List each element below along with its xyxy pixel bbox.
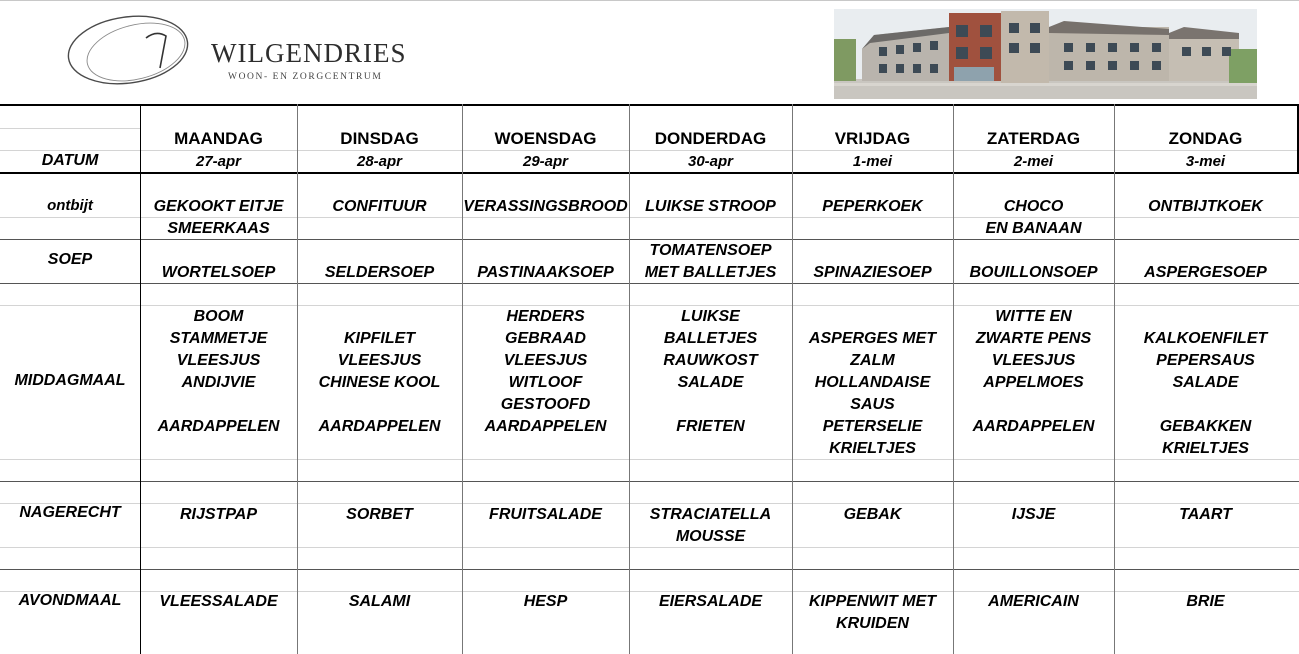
menu-item: SPINAZIESOEP — [813, 264, 932, 281]
menu-item: WORTELSOEP — [161, 264, 276, 281]
table-top-border — [0, 104, 1299, 106]
menu-item: SALADE — [677, 374, 744, 391]
day-name: ZONDAG — [1168, 129, 1243, 148]
menu-item: RAUWKOST — [663, 352, 758, 369]
meal-label-ontbijt: ontbijt — [47, 197, 93, 214]
meal-label-nagerecht: NAGERECHT — [19, 504, 121, 521]
gridline — [0, 459, 1299, 460]
menu-item: VLEESJUS — [176, 352, 261, 369]
day-date: 3-mei — [1185, 153, 1226, 170]
menu-item: HERDERS — [506, 308, 585, 325]
menu-item: MET BALLETJES — [644, 264, 777, 281]
menu-item: CONFITUUR — [332, 198, 427, 215]
menu-item: ZALM — [850, 352, 895, 369]
menu-item: SALADE — [1172, 374, 1239, 391]
menu-item: PASTINAAKSOEP — [477, 264, 614, 281]
day-date: 27-apr — [195, 153, 242, 170]
day-name: DONDERDAG — [654, 129, 767, 148]
row-border — [0, 569, 1299, 570]
menu-item: CHINESE KOOL — [318, 374, 441, 391]
logo-name: WILGENDRIES — [211, 38, 407, 68]
menu-item: TOMATENSOEP — [649, 242, 772, 259]
menu-item: ZWARTE PENS — [975, 330, 1092, 347]
menu-item: IJSJE — [1011, 506, 1056, 523]
menu-item: APPELMOES — [983, 374, 1084, 391]
menu-item: KIPPENWIT MET — [808, 593, 937, 610]
menu-item: ASPERGESOEP — [1144, 264, 1267, 281]
menu-item: MOUSSE — [675, 528, 746, 545]
menu-item: PETERSELIE — [822, 418, 923, 435]
day-date: 30-apr — [687, 153, 734, 170]
day-name: ZATERDAG — [986, 129, 1081, 148]
menu-item: BOUILLONSOEP — [969, 264, 1098, 281]
menu-item: PEPERSAUS — [1156, 352, 1255, 369]
table-header-border — [0, 172, 1299, 174]
menu-item: BALLETJES — [663, 330, 758, 347]
menu-item: BOOM — [193, 308, 244, 325]
day-date: 28-apr — [356, 153, 403, 170]
menu-item: VLEESSALADE — [159, 593, 278, 610]
menu-item: EIERSALADE — [658, 593, 763, 610]
menu-item: SORBET — [346, 506, 413, 523]
gridline — [0, 128, 140, 129]
menu-item: CHOCO — [1003, 198, 1064, 215]
menu-item: HESP — [523, 593, 568, 610]
menu-item: GEBRAAD — [505, 330, 586, 347]
menu-item: LUIKSE STROOP — [645, 198, 776, 215]
menu-item: GEBAK — [843, 506, 902, 523]
menu-item: KRIELTJES — [829, 440, 916, 457]
menu-item: RIJSTPAP — [179, 506, 258, 523]
day-date: 1-mei — [852, 153, 893, 170]
menu-item: FRIETEN — [676, 418, 745, 435]
top-border — [0, 0, 1299, 1]
menu-item: TAART — [1179, 506, 1232, 523]
gridline — [0, 150, 1299, 151]
menu-item: PEPERKOEK — [822, 198, 923, 215]
menu-item: KIPFILET — [343, 330, 416, 347]
menu-item: VERASSINGSBROOD — [463, 198, 628, 215]
row-border — [0, 481, 1299, 482]
menu-item: AARDAPPELEN — [484, 418, 607, 435]
day-name: DINSDAG — [340, 129, 419, 148]
menu-item: GESTOOFD — [500, 396, 591, 413]
menu-item: AMERICAIN — [988, 593, 1079, 610]
meal-label-soep: SOEP — [47, 251, 93, 268]
menu-item: AARDAPPELEN — [157, 418, 280, 435]
menu-item: SAUS — [850, 396, 895, 413]
day-name: WOENSDAG — [494, 129, 597, 148]
menu-item: SELDERSOEP — [324, 264, 435, 281]
menu-item: FRUITSALADE — [489, 506, 602, 523]
menu-item: BRIE — [1186, 593, 1225, 610]
menu-item: WITTE EN — [995, 308, 1072, 325]
day-name: VRIJDAG — [834, 129, 911, 148]
menu-item: ANDIJVIE — [181, 374, 256, 391]
datum-label: DATUM — [41, 152, 99, 169]
menu-item: SALAMI — [348, 593, 411, 610]
day-date: 2-mei — [1013, 153, 1054, 170]
menu-item: LUIKSE — [681, 308, 740, 325]
day-name: MAANDAG — [174, 129, 263, 148]
menu-item: AARDAPPELEN — [318, 418, 441, 435]
menu-item: WITLOOF — [508, 374, 583, 391]
menu-item: SMEERKAAS — [167, 220, 270, 237]
menu-item: STAMMETJE — [169, 330, 268, 347]
menu-item: AARDAPPELEN — [972, 418, 1095, 435]
menu-item: VLEESJUS — [991, 352, 1076, 369]
menu-item: KRIELTJES — [1162, 440, 1249, 457]
menu-item: STRACIATELLA — [649, 506, 772, 523]
meal-label-avondmaal: AVONDMAAL — [18, 592, 122, 609]
meal-label-middagmaal: MIDDAGMAAL — [14, 372, 126, 389]
day-date: 29-apr — [522, 153, 569, 170]
logo-subtitle: WOON- EN ZORGCENTRUM — [228, 72, 383, 82]
menu-item: HOLLANDAISE — [814, 374, 931, 391]
menu-item: VLEESJUS — [337, 352, 422, 369]
menu-item: ONTBIJTKOEK — [1148, 198, 1263, 215]
menu-item: VLEESJUS — [503, 352, 588, 369]
menu-item: GEKOOKT EITJE — [153, 198, 284, 215]
building-photo — [834, 9, 1257, 99]
menu-item: KALKOENFILET — [1143, 330, 1268, 347]
menu-item: KRUIDEN — [836, 615, 909, 632]
logo — [66, 8, 407, 88]
menu-item: EN BANAAN — [985, 220, 1082, 237]
menu-item: ASPERGES MET — [808, 330, 937, 347]
menu-item: GEBAKKEN — [1159, 418, 1252, 435]
